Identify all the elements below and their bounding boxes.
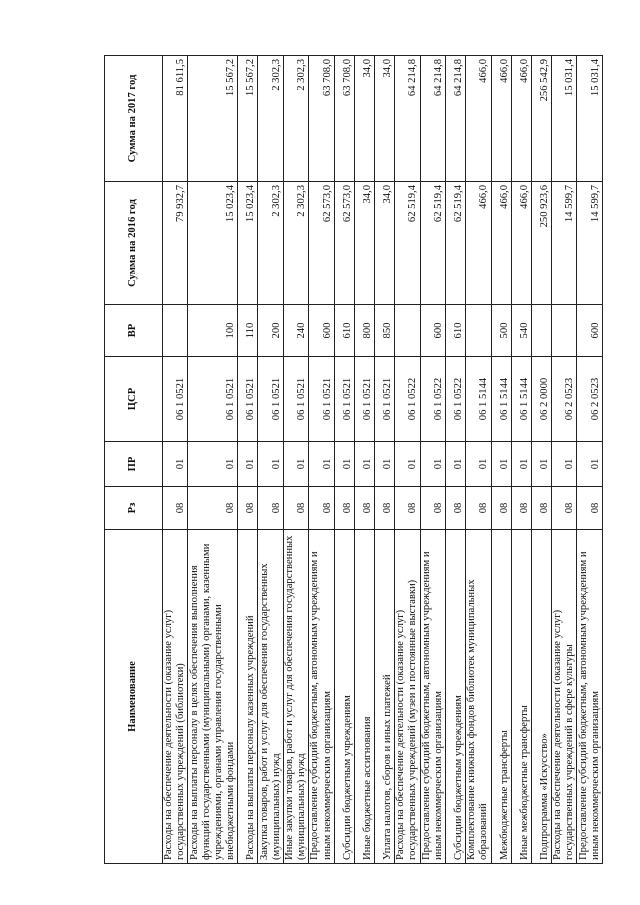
cell-sum-2017: 15 031,4: [552, 56, 577, 182]
cell-csr: 06 1 5144: [491, 357, 511, 442]
cell-pr: 01: [309, 442, 334, 487]
cell-vr: [552, 305, 577, 357]
cell-sum-2016: 62 573,0: [334, 182, 354, 305]
cell-name: Предоставление субсидий бюджетным, автономным учреждениям и иным некоммерческим организациям: [309, 530, 334, 864]
cell-sum-2017: 15 031,4: [577, 56, 603, 182]
header-sum-2017: Сумма на 2017 год: [105, 56, 163, 182]
cell-sum-2017: 466,0: [491, 56, 511, 182]
cell-csr: 06 1 0521: [354, 357, 374, 442]
cell-vr: 800: [354, 305, 374, 357]
cell-vr: [531, 305, 551, 357]
header-rz: Рз: [105, 487, 163, 530]
table-row: [258, 56, 283, 864]
cell-rz: 08: [258, 487, 283, 530]
cell-rz: 08: [188, 487, 238, 530]
cell-rz: 08: [354, 487, 374, 530]
cell-sum-2017: 15 567,2: [238, 56, 258, 182]
cell-rz: 08: [420, 487, 445, 530]
cell-name: Расходы на выплаты персоналу казенных учреждений: [238, 530, 258, 864]
cell-sum-2016: 2 302,3: [283, 182, 308, 305]
cell-name: Иные закупки товаров, работ и услуг для обеспечения государственных (муниципальных) нужд: [283, 530, 308, 864]
cell-csr: 06 2 0523: [577, 357, 603, 442]
cell-csr: 06 1 0521: [188, 357, 238, 442]
table-row: [420, 56, 445, 864]
cell-sum-2016: 62 573,0: [309, 182, 334, 305]
table-row: [188, 56, 238, 864]
cell-pr: 01: [354, 442, 374, 487]
cell-csr: 06 1 5144: [466, 357, 491, 442]
table-header-row: [105, 56, 163, 864]
cell-sum-2016: 466,0: [511, 182, 531, 305]
cell-vr: 610: [334, 305, 354, 357]
header-name: Наименование: [105, 530, 163, 864]
cell-vr: 850: [374, 305, 394, 357]
cell-csr: 06 1 0521: [238, 357, 258, 442]
cell-csr: 06 1 0521: [163, 357, 188, 442]
table-row: [491, 56, 511, 864]
table-row: [466, 56, 491, 864]
cell-name: Закупка товаров, работ и услуг для обеспечения государственных (муниципальных) нужд: [258, 530, 283, 864]
cell-pr: 01: [511, 442, 531, 487]
cell-csr: 06 1 0521: [283, 357, 308, 442]
cell-vr: 500: [491, 305, 511, 357]
cell-name: Субсидии бюджетным учреждениям: [445, 530, 465, 864]
cell-sum-2017: 64 214,8: [420, 56, 445, 182]
cell-rz: 08: [466, 487, 491, 530]
cell-name: Расходы на выплаты персоналу в целях обеспечения выполнения функций государственными (муниципальными) органами, казенными учреждениями, органами управления государственными внебюджетными фондами: [188, 530, 238, 864]
cell-sum-2016: 34,0: [374, 182, 394, 305]
cell-sum-2017: 34,0: [374, 56, 394, 182]
header-pr: ПР: [105, 442, 163, 487]
cell-pr: 01: [577, 442, 603, 487]
cell-sum-2017: 63 708,0: [309, 56, 334, 182]
cell-vr: 110: [238, 305, 258, 357]
cell-sum-2016: 15 023,4: [238, 182, 258, 305]
cell-sum-2017: 466,0: [511, 56, 531, 182]
cell-rz: 08: [491, 487, 511, 530]
table-row: [354, 56, 374, 864]
cell-pr: 01: [552, 442, 577, 487]
rotated-table-wrapper: [104, 56, 603, 864]
table-row: [163, 56, 188, 864]
table-row: [283, 56, 308, 864]
cell-name: Расходы на обеспечение деятельности (оказание услуг) государственных учреждений (библиотеки): [163, 530, 188, 864]
cell-pr: 01: [420, 442, 445, 487]
cell-csr: 06 1 0521: [334, 357, 354, 442]
cell-pr: 01: [188, 442, 238, 487]
cell-name: Предоставление субсидий бюджетным, автономным учреждениям и иным некоммерческим организациям: [420, 530, 445, 864]
cell-name: Иные межбюджетные трансферты: [511, 530, 531, 864]
cell-csr: 06 1 0521: [374, 357, 394, 442]
header-csr: ЦСР: [105, 357, 163, 442]
table-row: [309, 56, 334, 864]
cell-vr: 600: [420, 305, 445, 357]
cell-sum-2016: 34,0: [354, 182, 374, 305]
cell-pr: 01: [283, 442, 308, 487]
cell-name: Комплектование книжных фондов библиотек муниципальных образований: [466, 530, 491, 864]
cell-rz: 08: [238, 487, 258, 530]
cell-pr: 01: [334, 442, 354, 487]
table-row: [531, 56, 551, 864]
cell-sum-2017: 2 302,3: [258, 56, 283, 182]
cell-sum-2017: 63 708,0: [334, 56, 354, 182]
table-row: [511, 56, 531, 864]
header-vr: ВР: [105, 305, 163, 357]
cell-vr: [163, 305, 188, 357]
cell-sum-2016: 466,0: [491, 182, 511, 305]
cell-sum-2017: 34,0: [354, 56, 374, 182]
cell-pr: 01: [258, 442, 283, 487]
cell-vr: [395, 305, 420, 357]
cell-name: Расходы на обеспечение деятельности (оказание услуг) государственных учреждений (музеи и постоянные выставки): [395, 530, 420, 864]
cell-vr: 100: [188, 305, 238, 357]
cell-name: Расходы на обеспечение деятельности (оказание услуг) государственных учреждений в сфере культуры: [552, 530, 577, 864]
cell-vr: 600: [309, 305, 334, 357]
cell-vr: [466, 305, 491, 357]
cell-name: Подпрограмма «Искусство»: [531, 530, 551, 864]
cell-sum-2016: 2 302,3: [258, 182, 283, 305]
cell-pr: 01: [466, 442, 491, 487]
cell-sum-2016: 62 519,4: [420, 182, 445, 305]
cell-rz: 08: [309, 487, 334, 530]
cell-sum-2016: 14 599,7: [577, 182, 603, 305]
cell-sum-2016: 62 519,4: [445, 182, 465, 305]
table-row: [577, 56, 603, 864]
cell-csr: 06 1 0522: [420, 357, 445, 442]
cell-rz: 08: [334, 487, 354, 530]
cell-rz: 08: [374, 487, 394, 530]
cell-name: Уплата налогов, сборов и иных платежей: [374, 530, 394, 864]
cell-rz: 08: [163, 487, 188, 530]
cell-csr: 06 1 0521: [258, 357, 283, 442]
table-row: [374, 56, 394, 864]
cell-pr: 01: [491, 442, 511, 487]
cell-rz: 08: [577, 487, 603, 530]
table-row: [334, 56, 354, 864]
cell-pr: 01: [395, 442, 420, 487]
table-row: [552, 56, 577, 864]
cell-name: Иные бюджетные ассигнования: [354, 530, 374, 864]
cell-csr: 06 1 5144: [511, 357, 531, 442]
table-row: [238, 56, 258, 864]
cell-pr: 01: [163, 442, 188, 487]
cell-rz: 08: [552, 487, 577, 530]
table-row: [445, 56, 465, 864]
cell-rz: 08: [395, 487, 420, 530]
cell-rz: 08: [283, 487, 308, 530]
cell-sum-2017: 15 567,2: [188, 56, 238, 182]
cell-pr: 01: [531, 442, 551, 487]
cell-sum-2017: 64 214,8: [395, 56, 420, 182]
cell-rz: 08: [511, 487, 531, 530]
cell-csr: 06 1 0522: [445, 357, 465, 442]
cell-vr: 610: [445, 305, 465, 357]
cell-vr: 600: [577, 305, 603, 357]
cell-sum-2017: 466,0: [466, 56, 491, 182]
cell-pr: 01: [238, 442, 258, 487]
cell-vr: 200: [258, 305, 283, 357]
cell-name: Предоставление субсидий бюджетным, автономным учреждениям и иным некоммерческим организациям: [577, 530, 603, 864]
cell-sum-2017: 256 542,9: [531, 56, 551, 182]
cell-csr: 06 2 0000: [531, 357, 551, 442]
header-sum-2016: Сумма на 2016 год: [105, 182, 163, 305]
cell-csr: 06 2 0523: [552, 357, 577, 442]
cell-sum-2016: 15 023,4: [188, 182, 238, 305]
cell-sum-2016: 250 923,6: [531, 182, 551, 305]
cell-sum-2017: 2 302,3: [283, 56, 308, 182]
cell-csr: 06 1 0521: [309, 357, 334, 442]
table-row: [395, 56, 420, 864]
cell-sum-2017: 81 611,5: [163, 56, 188, 182]
cell-rz: 08: [531, 487, 551, 530]
cell-name: Субсидии бюджетным учреждениям: [334, 530, 354, 864]
cell-csr: 06 1 0522: [395, 357, 420, 442]
cell-sum-2016: 466,0: [466, 182, 491, 305]
cell-sum-2016: 14 599,7: [552, 182, 577, 305]
cell-pr: 01: [374, 442, 394, 487]
cell-vr: 240: [283, 305, 308, 357]
cell-sum-2016: 62 519,4: [395, 182, 420, 305]
cell-sum-2016: 79 932,7: [163, 182, 188, 305]
cell-vr: 540: [511, 305, 531, 357]
budget-table: [104, 55, 603, 864]
cell-name: Межбюджетные трансферты: [491, 530, 511, 864]
cell-sum-2017: 64 214,8: [445, 56, 465, 182]
cell-rz: 08: [445, 487, 465, 530]
cell-pr: 01: [445, 442, 465, 487]
